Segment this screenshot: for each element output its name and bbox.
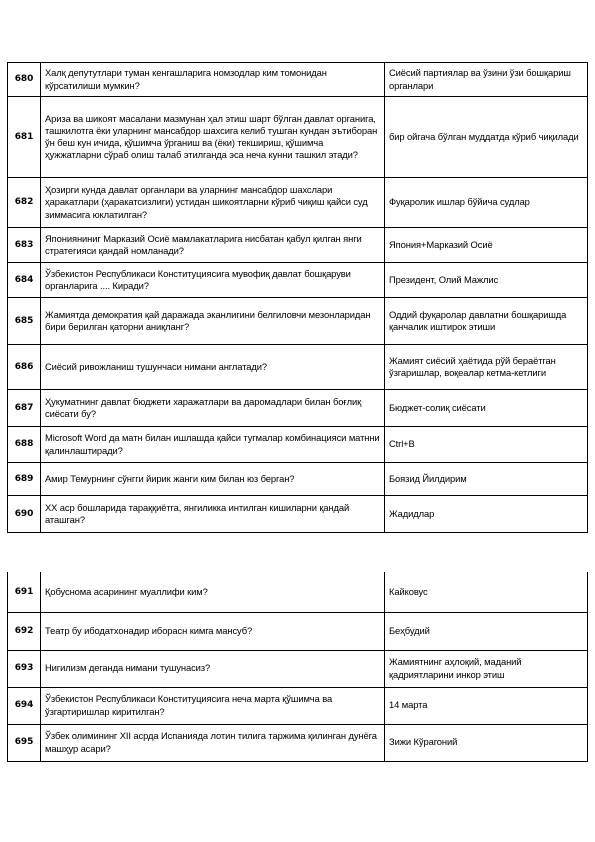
table-row	[8, 463, 588, 496]
row-number: 693	[8, 650, 41, 687]
answer-cell: Кайковус	[385, 572, 588, 612]
row-number: 685	[8, 298, 41, 345]
answer-cell: Бюджет-солиқ сиёсати	[385, 390, 588, 427]
question-cell: Сиёсий ривожланиш тушунчаси нимани англатади?	[41, 345, 385, 390]
question-cell: XX аср бошларида тараққиётга, янгиликка интилган кишиларни қандай аташган?	[41, 496, 385, 533]
table-row	[8, 63, 588, 97]
question-cell: Японияниниг Марказий Осиё мамлакатларига нисбатан қабул қилган янги стратегияси қандай номланади?	[41, 228, 385, 263]
row-number: 688	[8, 427, 41, 463]
question-cell: Театр бу ибодатхонадир иборасн кимга мансуб?	[41, 612, 385, 650]
question-cell: Microsoft Word да матн билан ишлашда қайси тугмалар комбинацияси матнни қалинлаштиради?	[41, 427, 385, 463]
table-row	[8, 263, 588, 298]
row-number: 680	[8, 63, 41, 97]
table-row	[8, 178, 588, 228]
answer-cell: Жамиятнинг аҳлоқий, маданий қадриятларини инкор этиш	[385, 650, 588, 687]
row-number: 686	[8, 345, 41, 390]
answer-cell: Жамият сиёсий ҳаётида рўй бераётган ўзгаришлар, воқеалар кетма-кетлиги	[385, 345, 588, 390]
answer-cell: Сиёсий партиялар ва ўзини ўзи бошқариш органлари	[385, 63, 588, 97]
question-cell: Ҳозирги кунда давлат органлари ва уларнинг мансабдор шахслари ҳаракатлари (ҳаракатсизлиги) устидан шикоятларни кўриб чиқиш қайси суд зиммасига юклатилган?	[41, 178, 385, 228]
table-row	[8, 724, 588, 761]
table-row	[8, 650, 588, 687]
row-number: 695	[8, 724, 41, 761]
answer-cell: Беҳбудий	[385, 612, 588, 650]
row-number: 683	[8, 228, 41, 263]
row-number: 694	[8, 687, 41, 724]
row-number: 689	[8, 463, 41, 496]
question-cell: Қобуснома асарининг муаллифи ким?	[41, 572, 385, 612]
answer-cell: Ctrl+B	[385, 427, 588, 463]
table-row	[8, 496, 588, 533]
answer-cell: Фуқаролик ишлар бўйича судлар	[385, 178, 588, 228]
question-cell: Ўзбек олимининг XII асрда Испанияда лотин тилига таржима қилинган дунёга машҳур асари?	[41, 724, 385, 761]
table-row	[8, 298, 588, 345]
row-number: 690	[8, 496, 41, 533]
question-cell: Ўзбекистон Республикаси Конституциясига мувофиқ давлат бошқаруви органларига .... Киради?	[41, 263, 385, 298]
row-number: 692	[8, 612, 41, 650]
row-number: 684	[8, 263, 41, 298]
row-number: 691	[8, 572, 41, 612]
question-cell: Нигилизм деганда нимани тушунасиз?	[41, 650, 385, 687]
table-row	[8, 572, 588, 612]
answer-cell: Жадидлар	[385, 496, 588, 533]
table-row	[8, 427, 588, 463]
question-cell: Ҳукуматнинг давлат бюджети харажатлари ва даромадлари билан боғлиқ сиёсати бу?	[41, 390, 385, 427]
question-cell: Ўзбекистон Республикаси Конституциясига неча марта қўшимча ва ўзгартиришлар киритилган?	[41, 687, 385, 724]
answer-cell: Зижи Кўрагоний	[385, 724, 588, 761]
question-cell: Амир Темурнинг сўнгги йирик жанги ким билан юз берган?	[41, 463, 385, 496]
table-row	[8, 345, 588, 390]
question-table-2	[7, 572, 588, 762]
row-number: 682	[8, 178, 41, 228]
question-cell: Халқ депутутлари туман кенгашларига номзодлар ким томонидан кўрсатилиши мумкин?	[41, 63, 385, 97]
question-cell: Жамиятда демократия қай даражада эканлигини белгиловчи мезонларидан бири берилган қаторни аниқланг?	[41, 298, 385, 345]
answer-cell: Япония+Марказий Осиё	[385, 228, 588, 263]
row-number: 681	[8, 97, 41, 178]
answer-cell: Оддий фуқаролар давлатни бошқаришда қанчалик иштирок этиши	[385, 298, 588, 345]
answer-cell: бир ойгача бўлган муддатда кўриб чиқилади	[385, 97, 588, 178]
question-cell: Ариза ва шикоят масалани мазмунан ҳал этиш шарт бўлган давлат органига, ташкилотга ёки уларнинг мансабдор шахсига келиб тушган кундан эътиборан ўн беш кун ичида, қўшимча ўрганиш ва (ёки) текшириш, қўшимча ҳужжатларни сўраб олиш талаб этилганда эса неча кунни ташкил этади?	[41, 97, 385, 178]
table-row	[8, 687, 588, 724]
answer-cell: Президент, Олий Мажлис	[385, 263, 588, 298]
row-number: 687	[8, 390, 41, 427]
table-row	[8, 228, 588, 263]
question-table-1	[7, 62, 588, 533]
table-row	[8, 612, 588, 650]
answer-cell: Боязид Йилдирим	[385, 463, 588, 496]
table-row	[8, 390, 588, 427]
answer-cell: 14 марта	[385, 687, 588, 724]
table-row	[8, 97, 588, 178]
